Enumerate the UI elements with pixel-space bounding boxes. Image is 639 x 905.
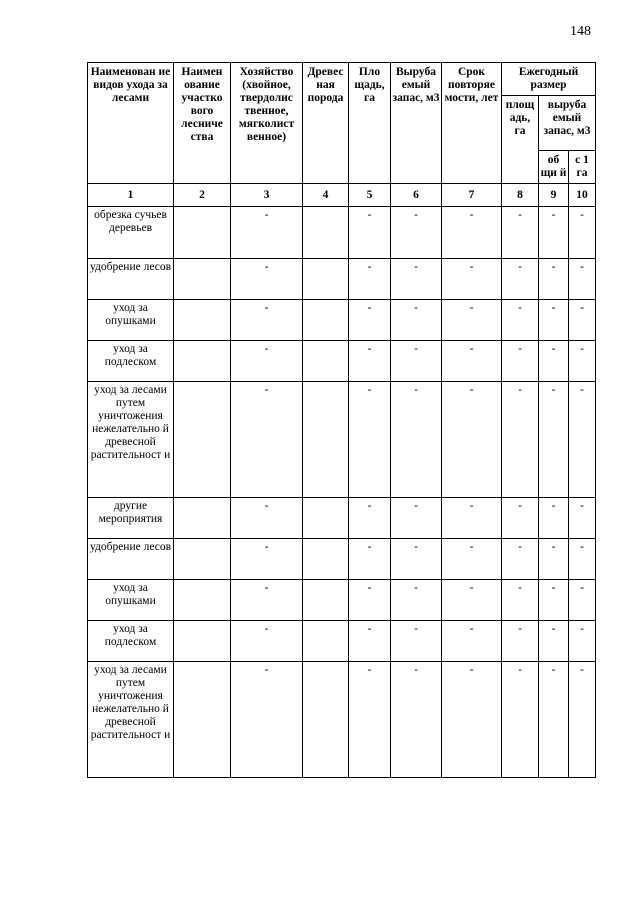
cell-species [303, 498, 349, 539]
cell-forestry [174, 259, 231, 300]
cell-forestry [174, 539, 231, 580]
cell-species [303, 662, 349, 778]
cell-annual-total: - [539, 300, 569, 341]
cell-annual-total: - [539, 259, 569, 300]
cell-species [303, 207, 349, 259]
cell-forestry [174, 498, 231, 539]
header-forestry: Наимен ование участко вого лесниче ства [174, 63, 231, 184]
header-annual-stock: выруба емый запас, м3 [539, 96, 596, 151]
cell-annual-area: - [502, 207, 539, 259]
cell-stock: - [391, 382, 442, 498]
cell-name: удобрение лесов [88, 539, 174, 580]
cell-forestry [174, 621, 231, 662]
cell-annual-area: - [502, 259, 539, 300]
cell-area: - [349, 382, 391, 498]
cell-period: - [442, 341, 502, 382]
cell-stock: - [391, 259, 442, 300]
cell-annual-total: - [539, 539, 569, 580]
cell-period: - [442, 621, 502, 662]
cell-annual-per-ha: - [569, 621, 596, 662]
cell-area: - [349, 662, 391, 778]
header-area: Пло щадь, га [349, 63, 391, 184]
cell-name: другие мероприятия [88, 498, 174, 539]
table-row [88, 539, 596, 580]
cell-annual-per-ha: - [569, 539, 596, 580]
cell-stock: - [391, 580, 442, 621]
cell-period: - [442, 498, 502, 539]
cell-stock: - [391, 662, 442, 778]
cell-species [303, 259, 349, 300]
cell-annual-area: - [502, 539, 539, 580]
cell-annual-area: - [502, 621, 539, 662]
column-number: 10 [569, 184, 596, 207]
cell-annual-total: - [539, 207, 569, 259]
column-number: 2 [174, 184, 231, 207]
cell-economy: - [231, 498, 303, 539]
table-row [88, 621, 596, 662]
cell-annual-total: - [539, 341, 569, 382]
cell-period: - [442, 580, 502, 621]
cell-name: уход за лесами путем уничтожения нежелательно й древесной растительност и [88, 662, 174, 778]
header-annual: Ежегодный размер [502, 63, 596, 96]
cell-economy: - [231, 382, 303, 498]
cell-annual-area: - [502, 662, 539, 778]
table-row [88, 300, 596, 341]
cell-name: уход за подлеском [88, 341, 174, 382]
column-number: 1 [88, 184, 174, 207]
header-economy: Хозяйство (хвойное, твердолис твенное, мягколист венное) [231, 63, 303, 184]
cell-species [303, 382, 349, 498]
column-number: 9 [539, 184, 569, 207]
header-annual-area: площ адь, га [502, 96, 539, 184]
cell-name: уход за опушками [88, 300, 174, 341]
cell-forestry [174, 341, 231, 382]
cell-economy: - [231, 259, 303, 300]
cell-period: - [442, 539, 502, 580]
cell-annual-per-ha: - [569, 662, 596, 778]
header-name: Наименован ие видов ухода за лесами [88, 63, 174, 184]
column-number: 8 [502, 184, 539, 207]
cell-species [303, 300, 349, 341]
cell-name: удобрение лесов [88, 259, 174, 300]
cell-species [303, 341, 349, 382]
column-number: 4 [303, 184, 349, 207]
cell-stock: - [391, 539, 442, 580]
cell-annual-total: - [539, 382, 569, 498]
cell-economy: - [231, 207, 303, 259]
cell-name: уход за опушками [88, 580, 174, 621]
header-species: Древес ная порода [303, 63, 349, 184]
cell-period: - [442, 259, 502, 300]
header-stock: Выруба емый запас, м3 [391, 63, 442, 184]
cell-area: - [349, 498, 391, 539]
column-number: 6 [391, 184, 442, 207]
cell-forestry [174, 207, 231, 259]
cell-stock: - [391, 300, 442, 341]
cell-species [303, 580, 349, 621]
cell-stock: - [391, 207, 442, 259]
column-number: 7 [442, 184, 502, 207]
cell-area: - [349, 259, 391, 300]
cell-area: - [349, 539, 391, 580]
cell-species [303, 621, 349, 662]
cell-period: - [442, 207, 502, 259]
cell-forestry [174, 382, 231, 498]
cell-annual-total: - [539, 621, 569, 662]
cell-annual-area: - [502, 382, 539, 498]
cell-annual-area: - [502, 580, 539, 621]
cell-forestry [174, 662, 231, 778]
cell-area: - [349, 580, 391, 621]
cell-forestry [174, 300, 231, 341]
table-body [88, 184, 596, 778]
cell-area: - [349, 300, 391, 341]
column-number-row [88, 184, 596, 207]
cell-economy: - [231, 580, 303, 621]
cell-annual-total: - [539, 580, 569, 621]
cell-stock: - [391, 341, 442, 382]
cell-annual-per-ha: - [569, 382, 596, 498]
table-row [88, 341, 596, 382]
table-row [88, 580, 596, 621]
column-number: 3 [231, 184, 303, 207]
cell-annual-per-ha: - [569, 341, 596, 382]
page-number: 148 [570, 24, 591, 39]
cell-annual-per-ha: - [569, 300, 596, 341]
cell-stock: - [391, 498, 442, 539]
cell-area: - [349, 621, 391, 662]
table-row [88, 498, 596, 539]
cell-area: - [349, 207, 391, 259]
cell-economy: - [231, 621, 303, 662]
header-total: об щи й [539, 151, 569, 184]
cell-annual-per-ha: - [569, 498, 596, 539]
cell-annual-area: - [502, 300, 539, 341]
cell-species [303, 539, 349, 580]
cell-annual-total: - [539, 498, 569, 539]
cell-economy: - [231, 341, 303, 382]
header-per-ha: с 1 га [569, 151, 596, 184]
table-row [88, 382, 596, 498]
cell-annual-per-ha: - [569, 259, 596, 300]
cell-economy: - [231, 539, 303, 580]
cell-name: уход за лесами путем уничтожения нежелательно й древесной растительност и [88, 382, 174, 498]
cell-period: - [442, 300, 502, 341]
cell-annual-area: - [502, 341, 539, 382]
cell-annual-area: - [502, 498, 539, 539]
cell-annual-total: - [539, 662, 569, 778]
cell-forestry [174, 580, 231, 621]
cell-period: - [442, 382, 502, 498]
column-number: 5 [349, 184, 391, 207]
cell-economy: - [231, 300, 303, 341]
cell-economy: - [231, 662, 303, 778]
cell-annual-per-ha: - [569, 207, 596, 259]
cell-period: - [442, 662, 502, 778]
cell-annual-per-ha: - [569, 580, 596, 621]
cell-name: обрезка сучьев деревьев [88, 207, 174, 259]
forest-care-table [87, 62, 596, 778]
table-header [88, 63, 596, 184]
table-row [88, 207, 596, 259]
table-row [88, 259, 596, 300]
cell-area: - [349, 341, 391, 382]
cell-name: уход за подлеском [88, 621, 174, 662]
header-period: Срок повторяе мости, лет [442, 63, 502, 184]
table-row [88, 662, 596, 778]
cell-stock: - [391, 621, 442, 662]
